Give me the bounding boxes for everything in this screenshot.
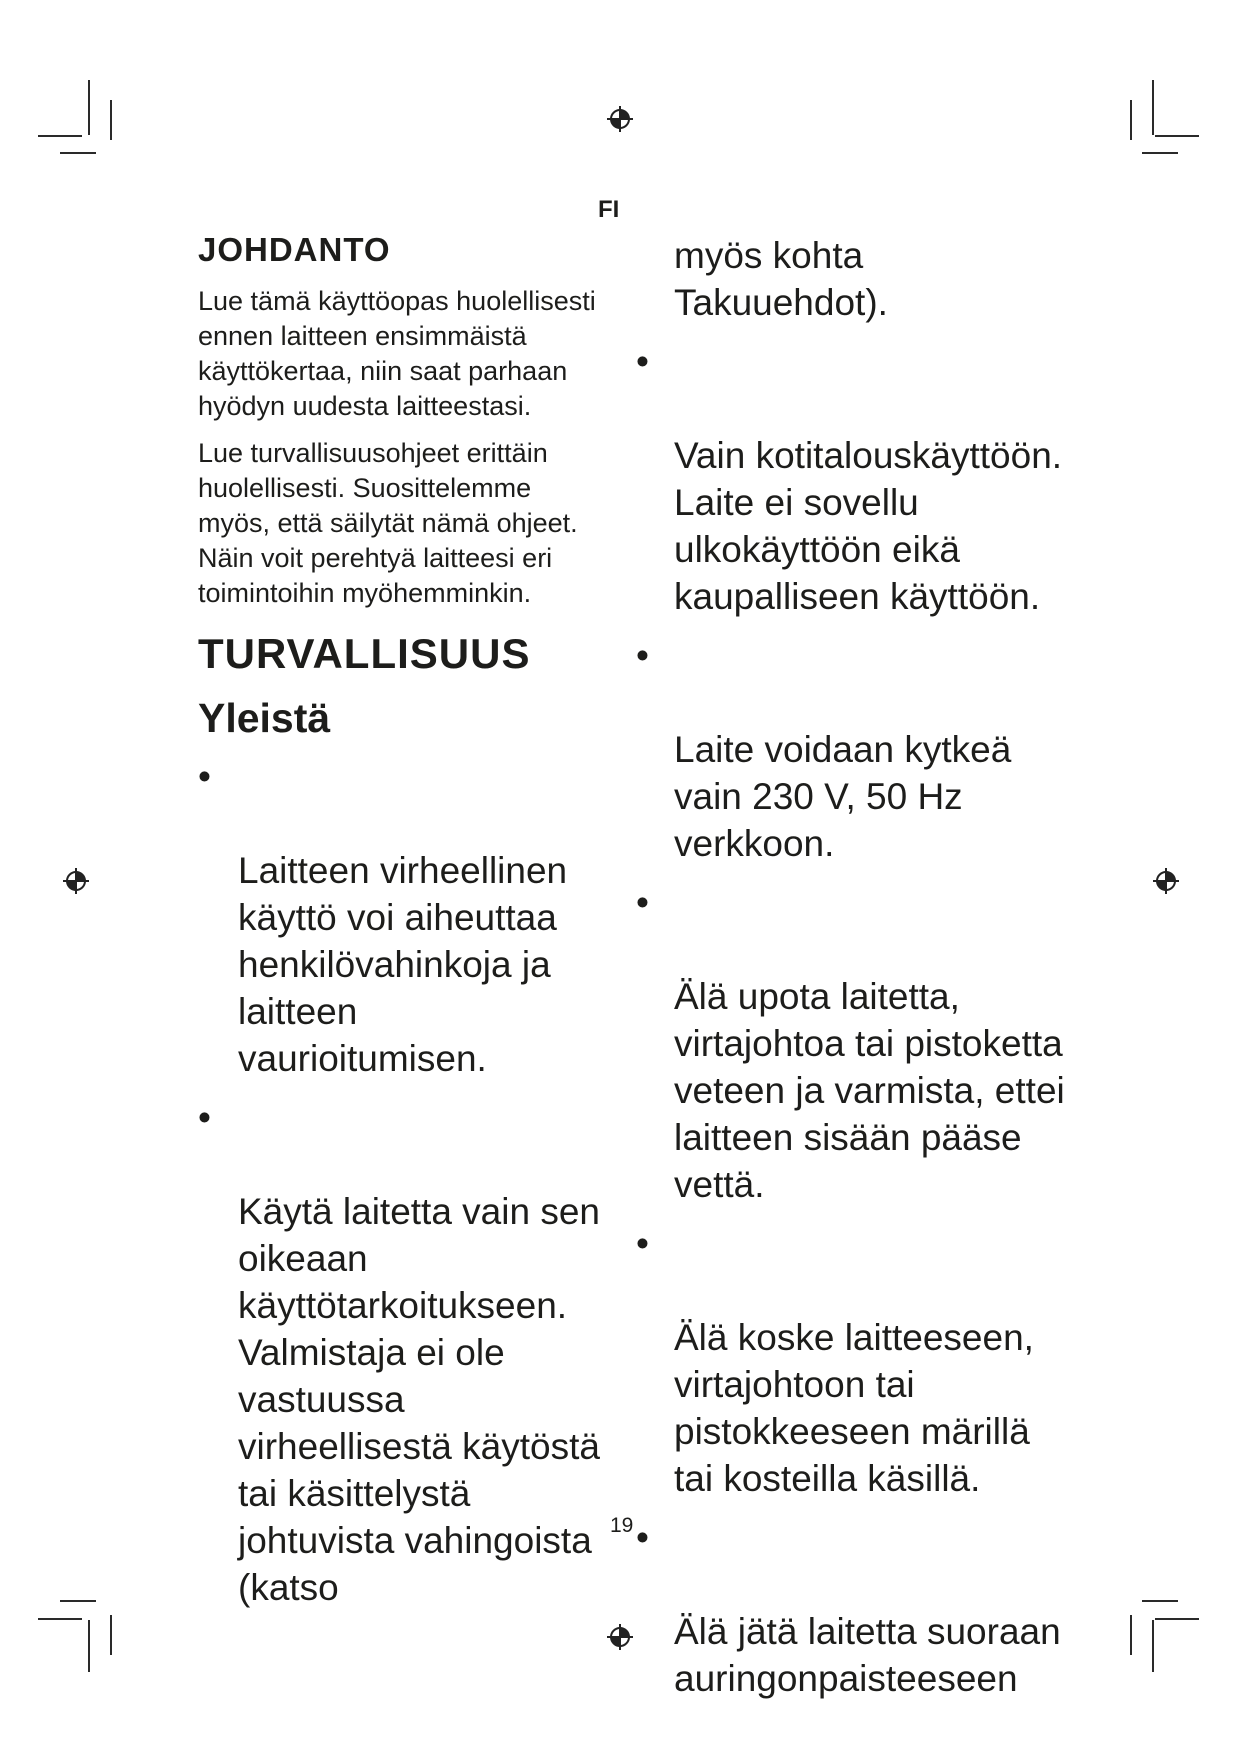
list-item-text: Käytä laitetta vain sen oikeaan käyttötarkoitukseen. Valmistaja ei ole vastuussa virheellisestä käytöstä tai käsittelystä johtuvista vahingoista (katso: [238, 1190, 600, 1608]
crop-mark: [60, 152, 96, 154]
bullet-icon: •: [636, 1517, 649, 1558]
crop-mark: [1152, 80, 1154, 135]
registration-mark-icon: [1151, 866, 1181, 896]
list-item-text: Älä jätä laitetta suoraan auringonpaisteeseen: [674, 1611, 1061, 1699]
list-continuation: myös kohta Takuuehdot).: [674, 235, 888, 323]
registration-mark-icon: [61, 866, 91, 896]
crop-mark: [1155, 1618, 1199, 1620]
safety-list: [636, 338, 1076, 1702]
intro-paragraph: Lue turvallisuusohjeet erittäin huolellisesti. Suosittelemme myös, että säilytät nämä ohjeet. Näin voit perehtyä laitteesi eri toimintoihin myöhemminkin.: [198, 438, 578, 609]
crop-mark: [110, 1615, 112, 1655]
bullet-icon: •: [198, 755, 211, 797]
list-item-text: Laitteen virheellinen käyttö voi aiheuttaa henkilövahinkoja ja laitteen vaurioitumisen.: [238, 849, 568, 1079]
crop-mark: [1130, 1615, 1132, 1655]
left-column: [198, 232, 608, 1623]
crop-mark: [88, 1620, 90, 1672]
list-item: [636, 1220, 1076, 1502]
crop-mark: [38, 1618, 82, 1620]
crop-mark: [1130, 100, 1132, 140]
crop-mark: [1155, 135, 1199, 137]
crop-mark: [88, 80, 90, 135]
crop-mark: [1142, 152, 1178, 154]
page-number: 19: [610, 1514, 634, 1537]
intro-heading: JOHDANTO: [198, 231, 391, 268]
crop-mark: [60, 1600, 96, 1602]
registration-mark-icon: [605, 104, 635, 134]
list-item-text: Vain kotitalouskäyttöön. Laite ei sovellu ulkokäyttöön eikä kaupalliseen käyttöön.: [674, 435, 1063, 617]
list-item: [636, 338, 1076, 620]
language-code: FI: [598, 196, 620, 223]
bullet-icon: •: [636, 882, 649, 923]
bullet-icon: •: [198, 1096, 211, 1138]
bullet-icon: •: [636, 1223, 649, 1264]
safety-list: [198, 753, 608, 1611]
list-item: [636, 879, 1076, 1208]
bullet-icon: •: [636, 341, 649, 382]
safety-heading: TURVALLISUUS: [198, 630, 531, 678]
list-item-text: Älä upota laitetta, virtajohtoa tai pistoketta veteen ja varmista, ettei laitteen sisään pääse vettä.: [674, 976, 1065, 1205]
right-column: [636, 232, 1076, 1714]
list-item-text: Älä koske laitteeseen, virtajohtoon tai pistokkeeseen märillä tai kosteilla käsillä.: [674, 1317, 1034, 1499]
registration-mark-icon: [605, 1622, 635, 1652]
crop-mark: [38, 135, 82, 137]
list-item-text: Laite voidaan kytkeä vain 230 V, 50 Hz verkkoon.: [674, 729, 1012, 864]
crop-mark: [1142, 1600, 1178, 1602]
list-item: [636, 1514, 1076, 1702]
bullet-icon: •: [636, 635, 649, 676]
general-heading: Yleistä: [198, 694, 331, 741]
list-item: [198, 1094, 608, 1611]
intro-paragraph: Lue tämä käyttöopas huolellisesti ennen laitteen ensimmäistä käyttökertaa, niin saat parhaan hyödyn uudesta laitteestasi.: [198, 286, 596, 422]
crop-mark: [1152, 1620, 1154, 1672]
list-item: [636, 632, 1076, 867]
crop-mark: [110, 100, 112, 140]
list-item: [198, 753, 608, 1082]
